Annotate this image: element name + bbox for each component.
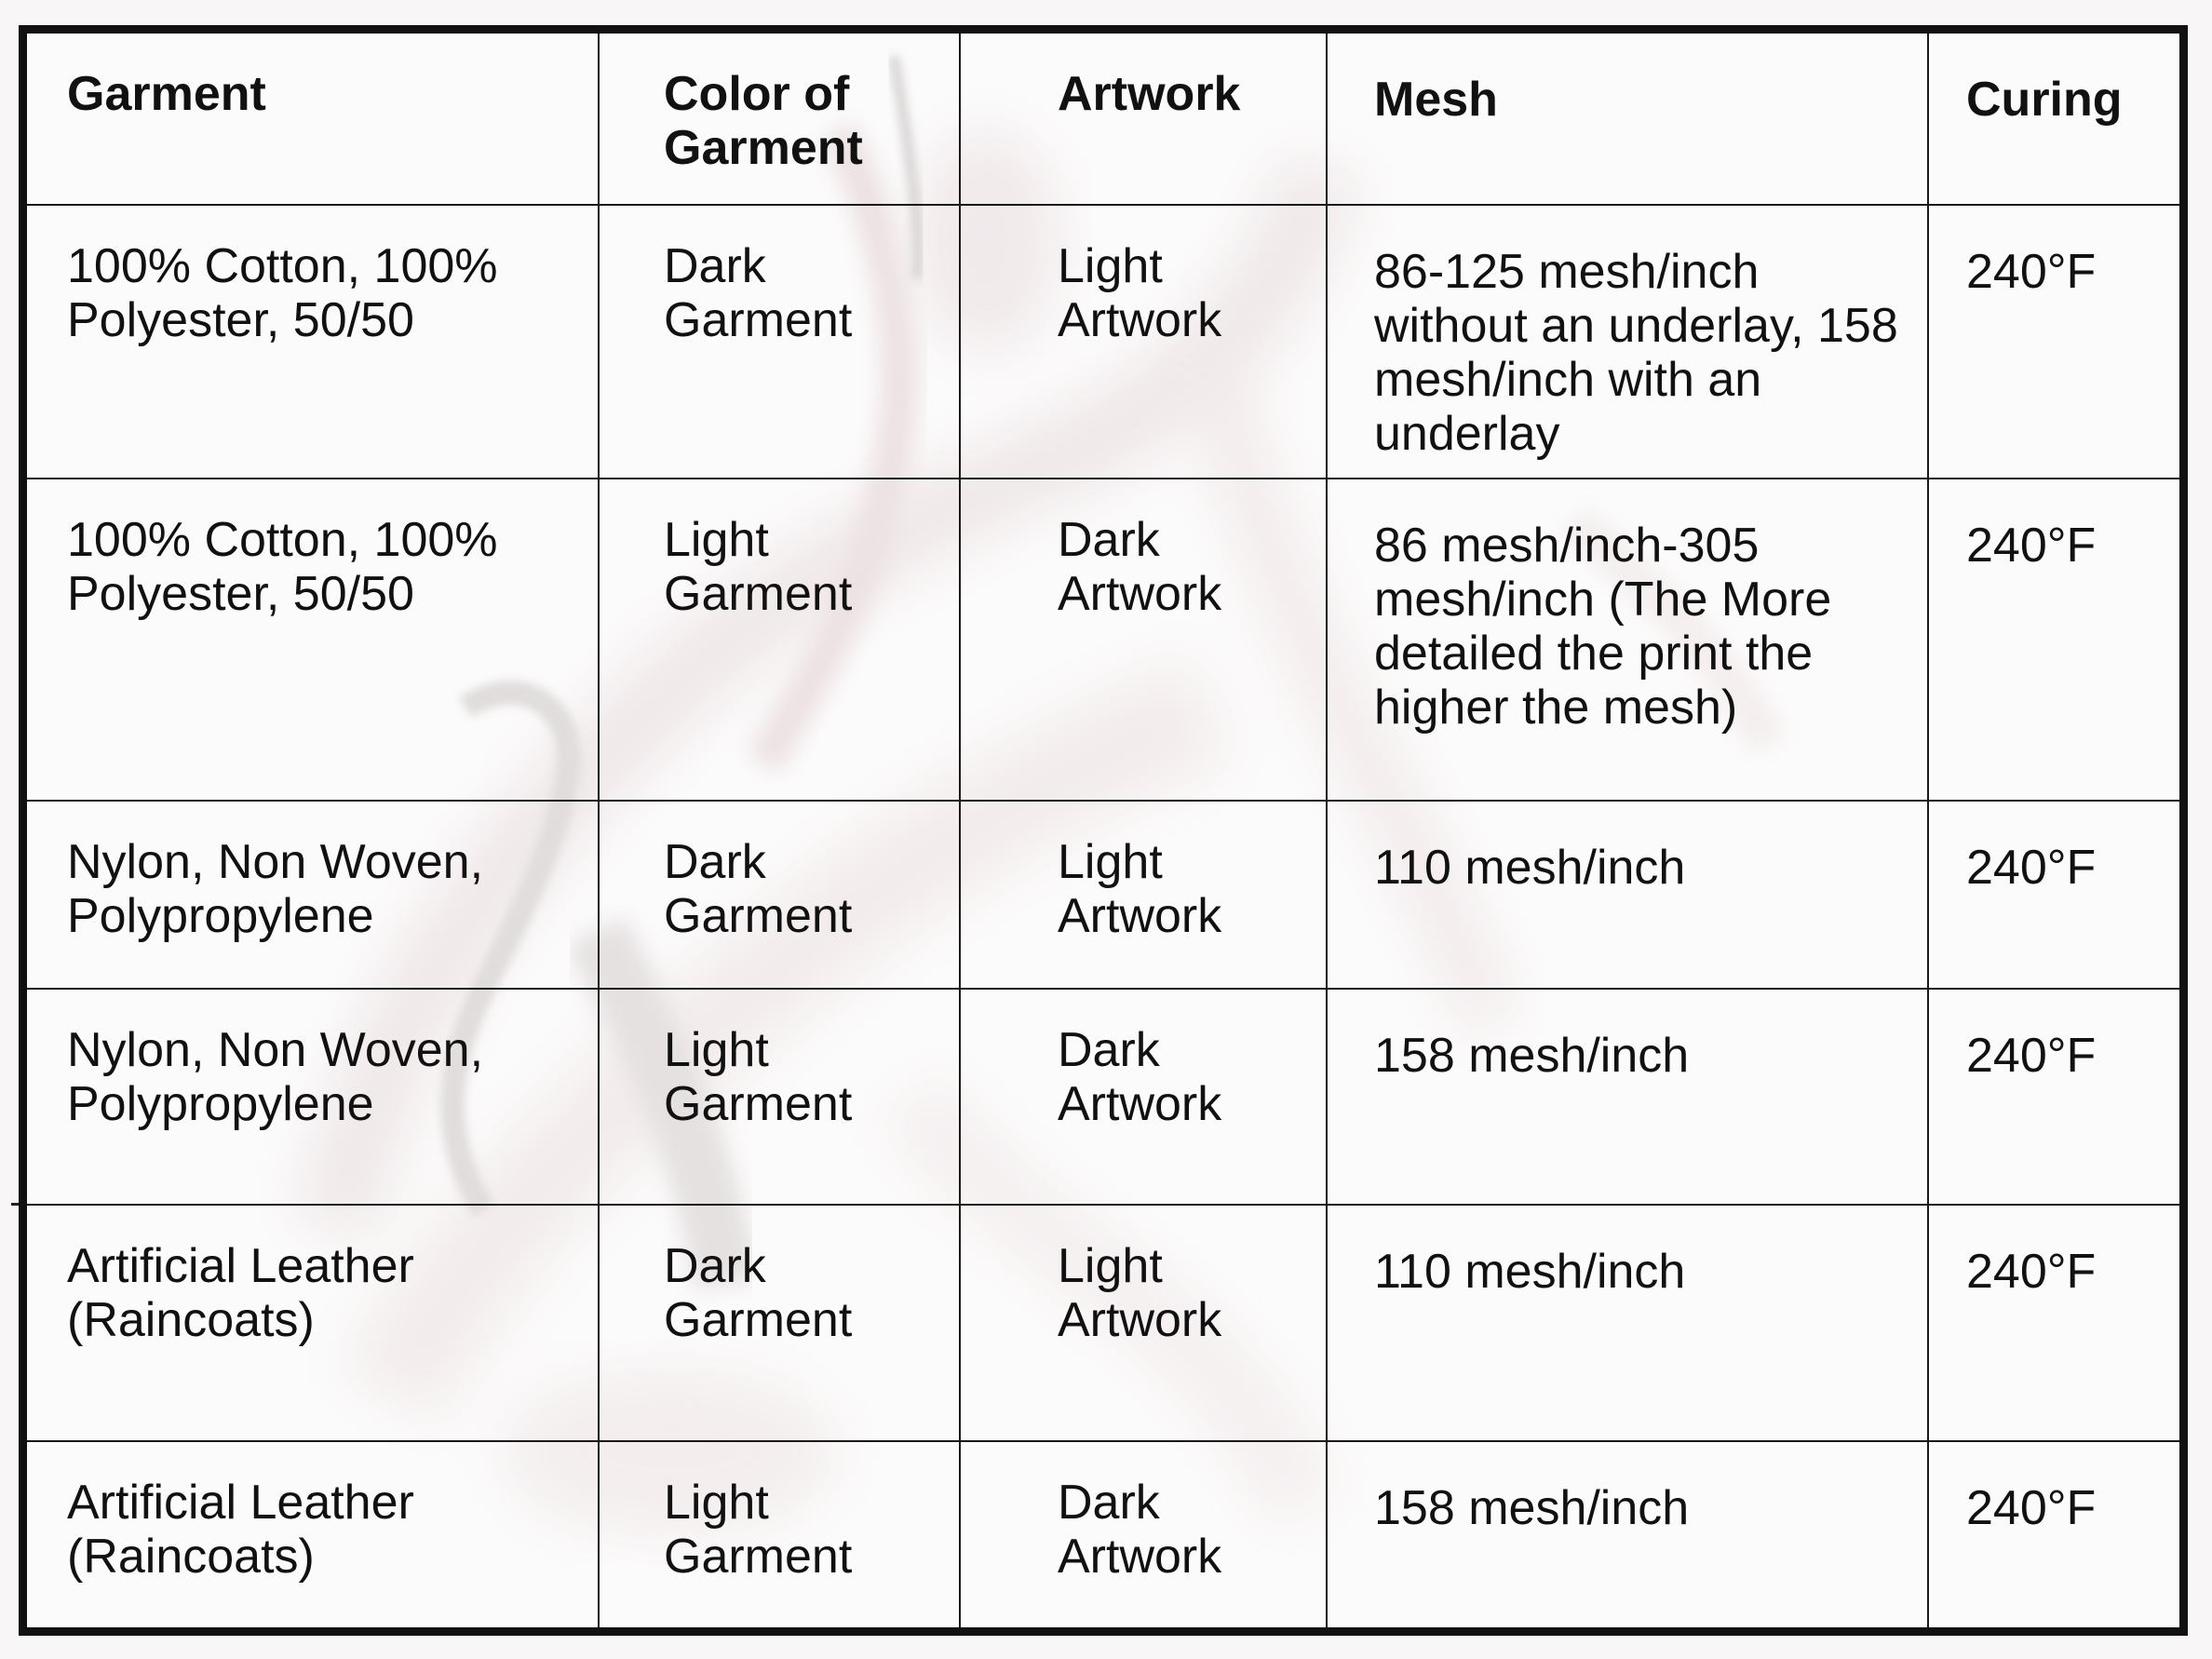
header-mesh: Mesh <box>1327 34 1928 205</box>
header-garment: Garment <box>27 34 599 205</box>
table-row <box>27 1205 2179 1441</box>
table-row <box>27 989 2179 1205</box>
cell-color: Light Garment <box>599 479 960 801</box>
cell-color: Light Garment <box>599 989 960 1205</box>
cell-curing: 240°F <box>1928 479 2179 801</box>
cell-curing: 240°F <box>1928 1205 2179 1441</box>
cell-artwork: Light Artwork <box>960 205 1327 479</box>
table-row <box>27 801 2179 989</box>
table-row <box>27 205 2179 479</box>
cell-garment: Artificial Leather (Raincoats) <box>27 1441 599 1627</box>
cell-artwork: Light Artwork <box>960 801 1327 989</box>
header-artwork: Artwork <box>960 34 1327 205</box>
cell-artwork: Dark Artwork <box>960 1441 1327 1627</box>
cell-curing: 240°F <box>1928 989 2179 1205</box>
table-row <box>27 479 2179 801</box>
cell-mesh: 110 mesh/inch <box>1327 801 1928 989</box>
cell-garment: 100% Cotton, 100% Polyester, 50/50 <box>27 479 599 801</box>
cell-curing: 240°F <box>1928 1441 2179 1627</box>
table-row <box>27 1441 2179 1627</box>
cell-curing: 240°F <box>1928 801 2179 989</box>
cell-color: Dark Garment <box>599 801 960 989</box>
slide-edge-mark <box>11 1203 19 1206</box>
cell-artwork: Dark Artwork <box>960 989 1327 1205</box>
cell-mesh: 86 mesh/inch-305 mesh/inch (The More detailed the print the higher the mesh) <box>1327 479 1928 801</box>
header-curing: Curing <box>1928 34 2179 205</box>
cell-garment: Nylon, Non Woven, Polypropylene <box>27 801 599 989</box>
cell-mesh: 110 mesh/inch <box>1327 1205 1928 1441</box>
cell-artwork: Light Artwork <box>960 1205 1327 1441</box>
cell-curing: 240°F <box>1928 205 2179 479</box>
table-header-row <box>27 34 2179 205</box>
cell-garment: 100% Cotton, 100% Polyester, 50/50 <box>27 205 599 479</box>
cell-color: Dark Garment <box>599 1205 960 1441</box>
cell-mesh: 158 mesh/inch <box>1327 989 1928 1205</box>
header-color-of-garment: Color of Garment <box>599 34 960 205</box>
cell-color: Dark Garment <box>599 205 960 479</box>
cell-mesh: 158 mesh/inch <box>1327 1441 1928 1627</box>
cell-garment: Artificial Leather (Raincoats) <box>27 1205 599 1441</box>
cell-mesh: 86-125 mesh/inch without an underlay, 158 mesh/inch with an underlay <box>1327 205 1928 479</box>
cell-artwork: Dark Artwork <box>960 479 1327 801</box>
mesh-selection-table <box>27 34 2179 1627</box>
cell-color: Light Garment <box>599 1441 960 1627</box>
cell-garment: Nylon, Non Woven, Polypropylene <box>27 989 599 1205</box>
